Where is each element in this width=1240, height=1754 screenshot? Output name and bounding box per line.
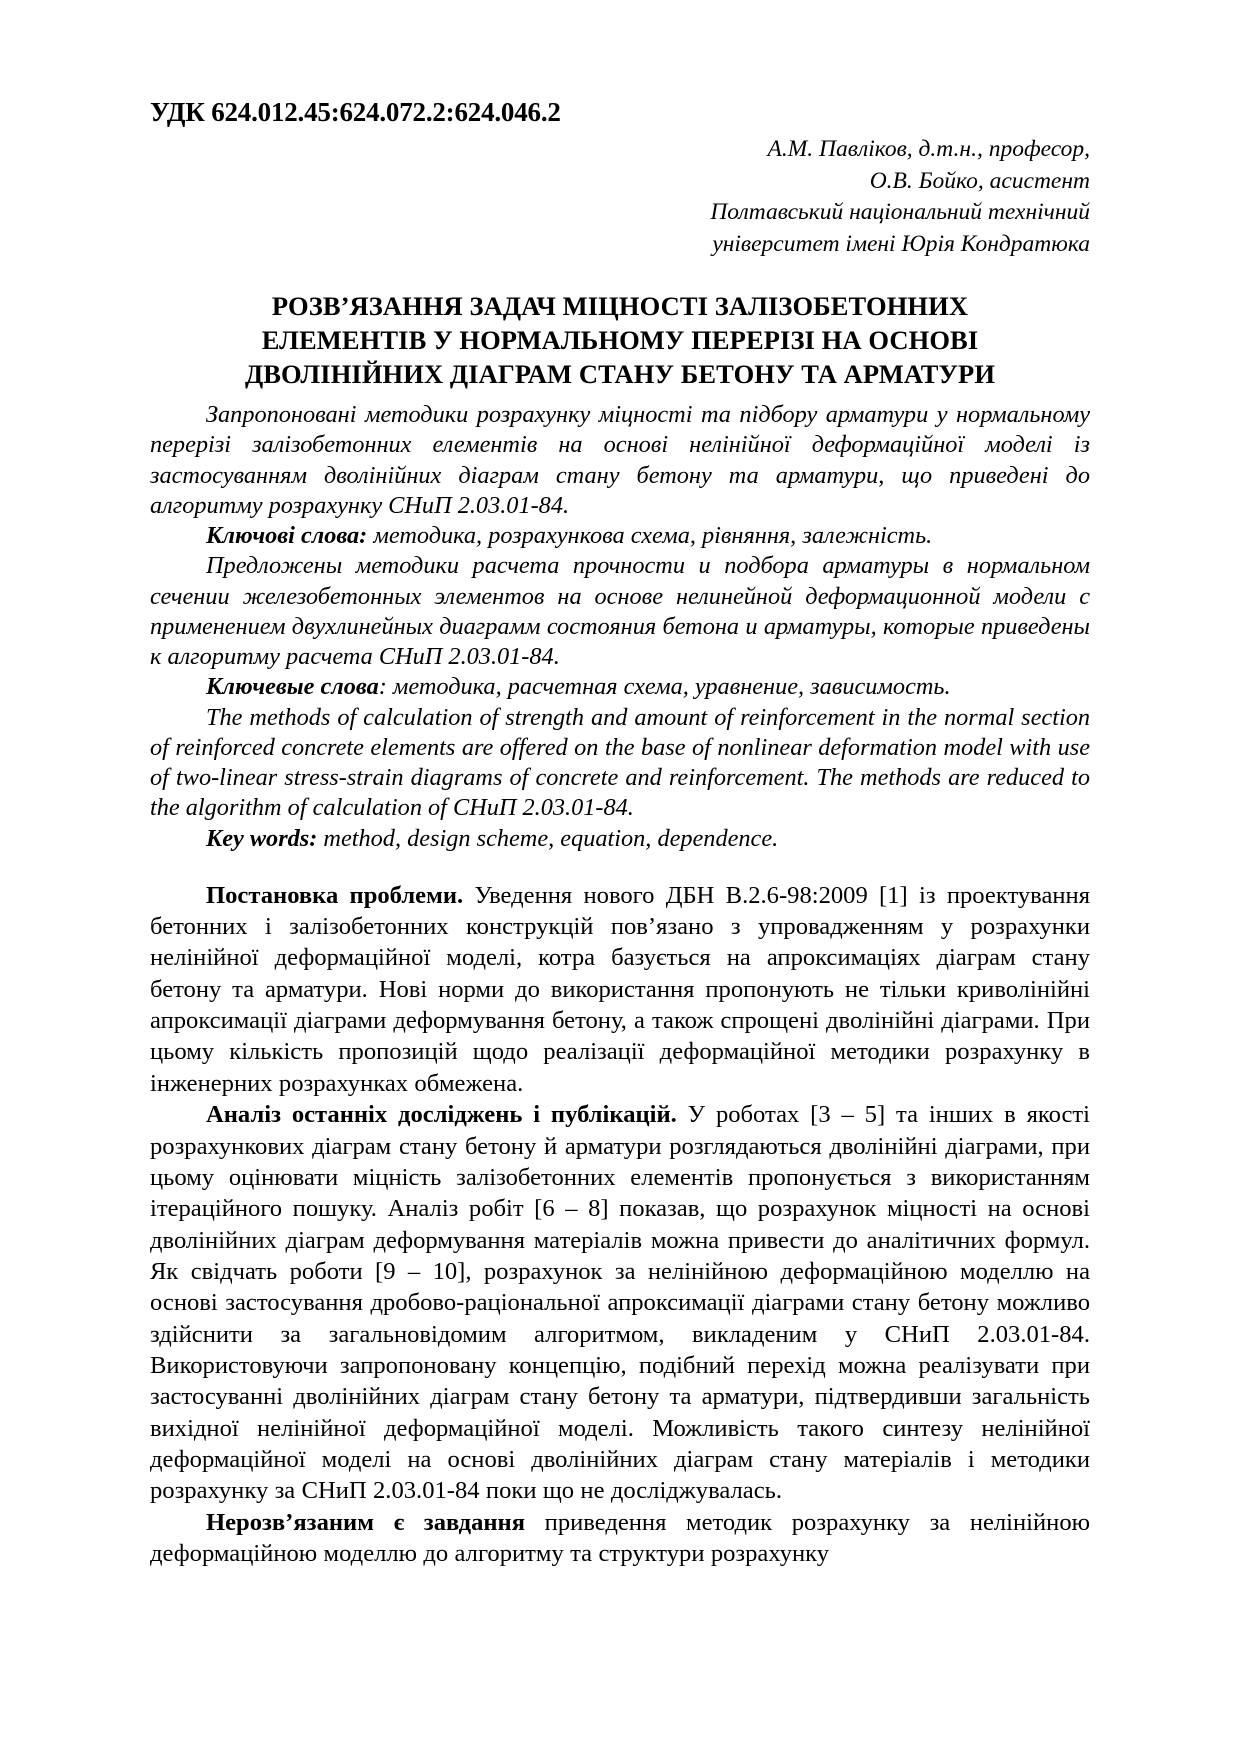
author-name-1: А.М. Павліков, д.т.н., професор, xyxy=(767,136,1090,163)
page-title xyxy=(162,290,1078,391)
udc-code: УДК 624.012.45:624.072.2:624.046.2 xyxy=(150,97,561,127)
keywords-english-label: Key words: xyxy=(206,824,318,852)
author-block xyxy=(150,134,1090,260)
section-heading-unsolved-task: Нерозв’язаним є завдання xyxy=(206,1508,526,1536)
keywords-russian xyxy=(150,672,1090,702)
keywords-ukrainian-text: методика, розрахункова схема, рівняння, залежність. xyxy=(367,522,933,550)
section-text-literature-review: У роботах [3 – 5] та інших в якості розрахункових діаграм стану бетону й арматури розглядаються дволінійні діаграми, при цьому оцінювати міцність залізобетонних елементів пропонується з використанням ітераційного пошуку. Аналіз робіт [6 – 8] показав, що розрахунок міцності на основі дволінійних діаграм деформування матеріалів можна привести до аналітичних формул. Як свідчать роботи [9 – 10], розрахунок за нелінійною деформаційною моделлю на основі застосування дробово-раціональної апроксимації діаграми стану бетону можливо здійснити за загальновідомим алгоритмом, викладеним у СНиП 2.03.01-84. Використовуючи запропоновану концепцію, подібний перехід можна реалізувати при застосуванні дволінійних діаграм стану бетону та арматури, підтвердивши загальність вихідної нелінійної деформаційної моделі. Можливість такого синтезу нелінійної деформаційної моделі на основі дволінійних діаграм стану матеріалів і методики розрахунку за СНиП 2.03.01-84 поки що не досліджувалась. xyxy=(150,1101,1090,1505)
section-unsolved-task xyxy=(150,1507,1090,1570)
abstract-english: The methods of calculation of strength and amount of reinforcement in the normal section of reinforced concrete elements are offered on the base of nonlinear deformation model with use of two-linear stress-strain diagrams of concrete and reinforcement. The methods are reduced to the algorithm of calculation of СНиП 2.03.01-84. xyxy=(150,703,1090,822)
section-text-problem-statement: Уведення нового ДБН В.2.6-98:2009 [1] із проектування бетонних і залізобетонних конструкцій пов’язано з упровадженням у розрахунки нелінійної деформаційної моделі, котра базується на апроксимаціях діаграм стану бетону та арматури. Нові норми до використання пропонують не тільки криволінійні апроксимації діаграми деформування бетону, а також спрощені дволінійні діаграми. При цьому кількість пропозицій щодо реалізації деформаційної методики розрахунку в інженерних розрахунках обмежена. xyxy=(150,881,1091,1097)
section-literature-review xyxy=(150,1099,1090,1506)
keywords-ukrainian-label: Ключові слова: xyxy=(206,522,368,550)
abstract-ukrainian: Запропоновані методики розрахунку міцності та підбору арматури у нормальному перерізі залізобетонних елементів на основі нелінійної деформаційної моделі із застосуванням дволінійних діаграм стану бетону та арматури, що приведені до алгоритму розрахунку СНиП 2.03.01-84. xyxy=(150,401,1090,519)
section-heading-literature-review: Аналіз останніх досліджень і публікацій. xyxy=(206,1101,677,1129)
section-problem-statement xyxy=(150,880,1090,1099)
affiliation-line-1: Полтавський національний технічний xyxy=(710,199,1090,226)
keywords-english xyxy=(150,824,1090,854)
section-text-unsolved-task: приведення методик розрахунку за нелінійною деформаційною моделлю до алгоритму та структури розрахунку xyxy=(150,1508,1091,1567)
keywords-english-text: method, design scheme, equation, dependence. xyxy=(317,824,779,852)
title-line-1: РОЗВ’ЯЗАННЯ ЗАДАЧ МІЦНОСТІ ЗАЛІЗОБЕТОННИХ xyxy=(271,291,969,322)
title-line-2: ЕЛЕМЕНТІВ У НОРМАЛЬНОМУ ПЕРЕРІЗІ НА ОСНОВІ xyxy=(261,324,979,355)
abstract-russian: Предложены методики расчета прочности и подбора арматуры в нормальном сечении железобетонных элементов на основе нелинейной деформационной модели с применением двухлинейных диаграмм состояния бетона и арматуры, которые приведены к алгоритму расчета СНиП 2.03.01-84. xyxy=(150,552,1090,671)
title-line-3: ДВОЛІНІЙНИХ ДІАГРАМ СТАНУ БЕТОНУ ТА АРМАТУРИ xyxy=(244,358,996,389)
section-heading-problem-statement: Постановка проблеми. xyxy=(206,881,464,909)
keywords-ukrainian xyxy=(150,521,1090,551)
affiliation-line-2: університет імені Юрія Кондратюка xyxy=(712,230,1090,257)
keywords-russian-label: Ключевые слова xyxy=(206,673,379,701)
author-name-2: О.В. Бойко, асистент xyxy=(869,167,1090,194)
keywords-russian-text: : методика, расчетная схема, уравнение, зависимость. xyxy=(378,673,951,701)
